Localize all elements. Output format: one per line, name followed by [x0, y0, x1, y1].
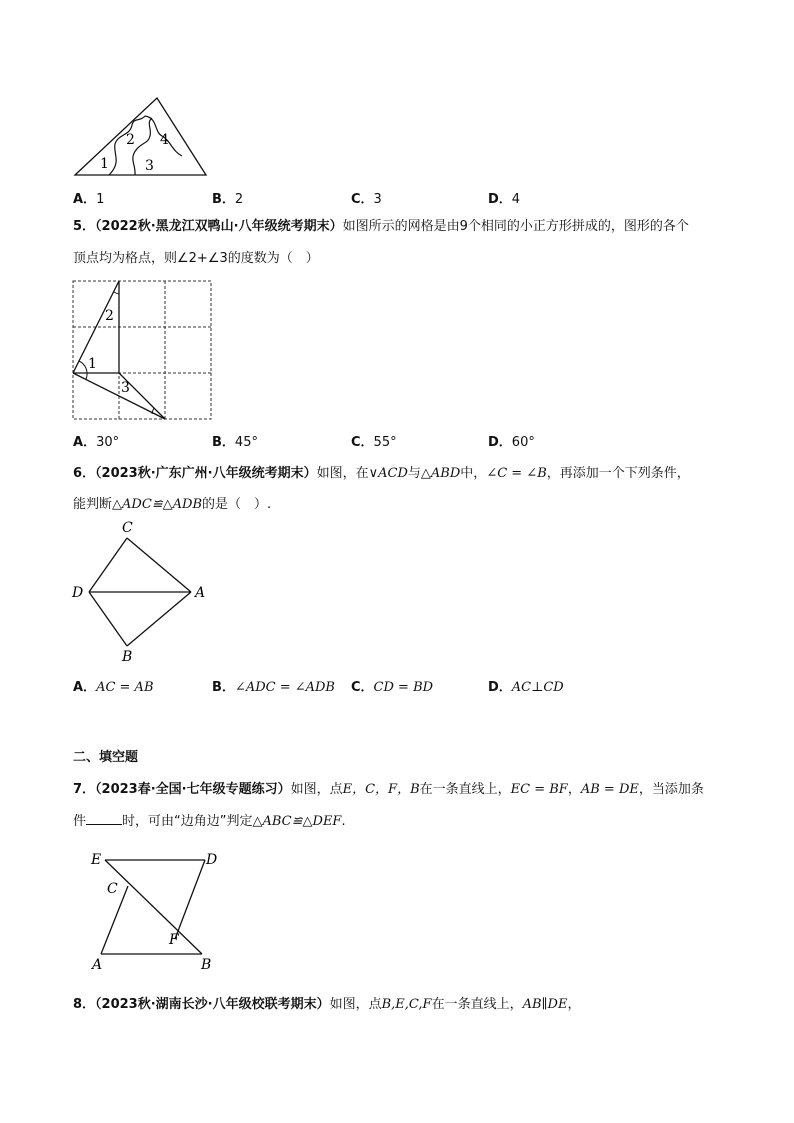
- q7-number: 7．: [73, 782, 96, 797]
- q4-label-2: 2: [126, 132, 135, 148]
- q7-text: 如图，点: [290, 782, 343, 797]
- q5-line-1: [73, 218, 689, 236]
- q4-label-3: 3: [145, 158, 154, 174]
- q6-option-c: C．CD = BD: [351, 680, 434, 695]
- q7-text: 时，可由“边角边”判定: [122, 814, 253, 829]
- q5-source: （2022秋·黑龙江双鸭山·八年级统考期末）: [95, 219, 343, 234]
- q5-label-1: 1: [88, 356, 97, 372]
- q4-option-c: C．3: [351, 192, 382, 207]
- q6-text: ，再添加一个下列条件，: [546, 466, 690, 481]
- q8-math-2: AB∥DE: [522, 997, 568, 1012]
- q6-label-d: D: [72, 585, 84, 601]
- q7-math-2: EC = BF: [510, 782, 568, 797]
- q6-option-b: B．∠ADC = ∠ADB: [212, 680, 335, 695]
- q6-text: 与: [407, 466, 421, 481]
- q6-option-a: A．AC = AB: [73, 680, 154, 695]
- q7-figure: [86, 848, 226, 974]
- q7-source: （2023春·全国·七年级专题练习）: [95, 782, 291, 797]
- q8-math-1: B,E,C,F: [381, 997, 432, 1012]
- q6-text: 能判断: [73, 497, 113, 512]
- q7-math-3: AB = DE: [580, 782, 639, 797]
- q6-number: 6．: [73, 466, 96, 481]
- q7-text: 件: [73, 814, 87, 829]
- q6-line-1: [73, 465, 690, 483]
- q4-option-a: A．1: [73, 192, 105, 207]
- q8-line-1: [73, 996, 580, 1014]
- q7-label-f: F: [169, 932, 179, 948]
- q5-line-2: [73, 250, 319, 268]
- q7-label-c: C: [107, 881, 118, 897]
- q6-label-a: A: [195, 585, 206, 601]
- q7-line-1: [73, 781, 704, 799]
- q5-figure: [70, 278, 215, 423]
- q8-text: 如图，点: [329, 997, 382, 1012]
- q8-text: ，: [567, 997, 581, 1012]
- q4-figure: [70, 92, 210, 182]
- q7-text: ，当添加条: [638, 782, 704, 797]
- q8-source: （2023秋·湖南长沙·八年级校联考期末）: [95, 997, 330, 1012]
- q5-angle-arc-2: [114, 292, 119, 294]
- q6-math-1: ∨ACD: [368, 466, 408, 481]
- q6-shape: [89, 538, 191, 646]
- q7-label-e: E: [91, 852, 102, 868]
- q6-text: 的是（ ）.: [202, 497, 272, 512]
- q5-number: 5．: [73, 219, 96, 234]
- q7-text: 在一条直线上，: [419, 782, 511, 797]
- q4-triangle: [75, 98, 206, 175]
- q6-math-2: △ABD: [420, 466, 461, 481]
- q4-label-4: 4: [160, 132, 169, 148]
- q4-option-b: B．2: [212, 192, 244, 207]
- q6-figure: [68, 516, 218, 666]
- q4-label-1: 1: [100, 156, 109, 172]
- section-title: 二、填空题: [73, 750, 139, 765]
- q7-math-1: E，C，F，B: [342, 782, 420, 797]
- q5-option-d: D．60°: [488, 435, 535, 450]
- q8-number: 8．: [73, 997, 96, 1012]
- q6-math-3: ∠C = ∠B: [486, 466, 547, 481]
- q7-text: ，: [567, 782, 581, 797]
- q7-line-2: [73, 812, 346, 831]
- q6-label-b: B: [122, 649, 133, 665]
- q5-text-1: 如图所示的网格是由9个相同的小正方形拼成的，图形的各个: [342, 219, 689, 234]
- q6-text: 中，: [460, 466, 487, 481]
- q6-text: 如图，在: [316, 466, 369, 481]
- q6-source: （2023秋·广东广州·八年级统考期末）: [95, 466, 317, 481]
- q7-text: .: [341, 814, 346, 829]
- q5-label-2: 2: [105, 308, 114, 324]
- q6-option-d: D．AC⊥CD: [488, 680, 564, 695]
- q6-math-4: △ADC≌△ADB: [112, 497, 203, 512]
- q5-option-a: A．30°: [73, 435, 120, 450]
- q6-line-2: [73, 496, 271, 514]
- q6-label-c: C: [122, 520, 133, 536]
- q7-answer-blank[interactable]: [86, 812, 122, 825]
- q5-grid: [73, 281, 211, 419]
- q7-shape: [101, 860, 205, 954]
- q5-option-c: C．55°: [351, 435, 397, 450]
- q4-option-d: D．4: [488, 192, 521, 207]
- q8-text: 在一条直线上，: [431, 997, 523, 1012]
- q7-label-a: A: [92, 957, 103, 973]
- q7-label-b: B: [201, 957, 212, 973]
- q7-math-4: △ABC≌△DEF: [252, 814, 342, 829]
- q5-label-3: 3: [121, 380, 130, 396]
- q5-text-2: 顶点均为格点，则∠2+∠3的度数为（ ）: [73, 251, 319, 266]
- q7-label-d: D: [206, 852, 218, 868]
- q5-option-b: B．45°: [212, 435, 258, 450]
